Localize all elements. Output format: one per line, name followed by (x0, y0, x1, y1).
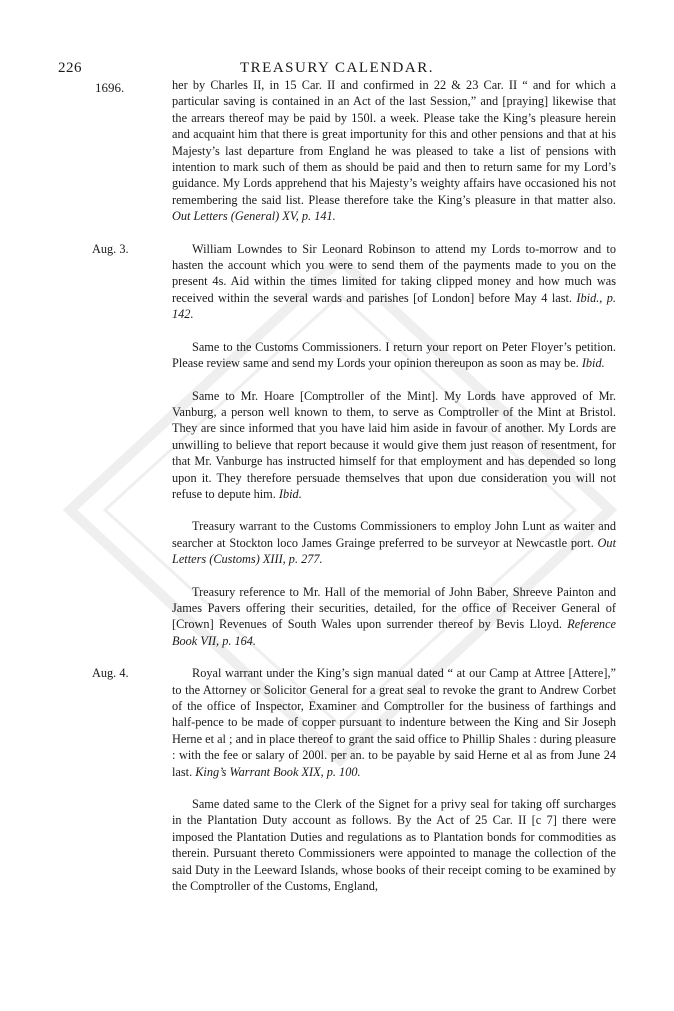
entry-text: Treasury reference to Mr. Hall of the memorial of John Baber, Shreeve Painton and James Pavers offering their securities, detailed, for the office of Receiver General of [Crown] Revenues of South Wales upon surrender thereof by Bevis Lloyd. (172, 584, 616, 632)
entry-reference: Ibid. (278, 486, 302, 501)
entry-date: Aug. 4. (92, 666, 129, 681)
page-number: 226 (58, 60, 82, 76)
entry-text: Same to the Customs Commissioners. I return your report on Peter Floyer’s petition. Please review same and send my Lords your opinion thereupon as soon as may be. (172, 339, 616, 371)
entry-date: Aug. 3. (92, 241, 129, 256)
entry-6 (92, 665, 616, 780)
entry-2 (172, 339, 616, 372)
year-marginal: 1696. (95, 80, 125, 95)
entry-reference: Out Letters (General) XV, p. 141. (172, 209, 336, 224)
entry-text: her by Charles II, in 15 Car. II and confirmed in 22 & 23 Car. II “ and for which a particular saving is contained in an Act of the last Session,” and [praying] likewise that the arrears thereof may be paid by 150l. a week. Please take the King’s pleasure herein and acquaint him that there is great importunity for this and other pensions and that at his Majesty’s last departure from England he was pleased to take a list of pensions with intention to mark such of them as should be paid and then to return same for my Lord’s guidance. My Lords apprehend that his Majesty’s weighty affairs have occasioned his not remembering the said list. Please therefore take the King’s pleasure in that matter also. (172, 78, 616, 207)
entry-7 (172, 796, 616, 894)
running-head: TREASURY CALENDAR. (240, 60, 434, 76)
entry-reference: Ibid. (581, 356, 605, 371)
entry-reference: Ibid., p. 142. (172, 290, 616, 322)
entry-4 (172, 518, 616, 567)
entry-5 (172, 584, 616, 650)
entry-text: William Lowndes to Sir Leonard Robinson to attend my Lords to-morrow and to hasten the account which you were to send them of the payments made to you on the present 4s. Aid within the times limited for taking clipped money and how much was received within the several wards and parishes [of London] before May 4 last. (172, 241, 616, 305)
entry-reference: King’s Warrant Book XIX, p. 100. (195, 764, 361, 779)
entry-reference: Out Letters (Customs) XIII, p. 277. (172, 535, 616, 567)
entry-text: Treasury warrant to the Customs Commissioners to employ John Lunt as waiter and searcher at Stockton loco James Grainge preferred to be surveyor at Newcastle port. (172, 519, 616, 550)
entry-text: Royal warrant under the King’s sign manual dated “ at our Camp at Attree [Attere],” to the Attorney or Solicitor General for a great seal to revoke the grant to Andrew Corbet of the office of Inspector, Examiner and Comptroller for the business of farthings and half-pence to be made of copper pursuant to indenture between the King and Sir Joseph Herne et al ; and in place thereof to grant the said office to Phillip Shales : during pleasure : with the fee or salary of 200l. per an. to be payable by said Herne et al as from June 24 last. (172, 666, 616, 779)
entry-0 (172, 77, 616, 225)
entry-1 (92, 241, 616, 323)
entry-reference: Reference Book VII, p. 164. (172, 617, 616, 648)
entry-3 (172, 388, 616, 503)
entry-text: Same to Mr. Hoare [Comptroller of the Mint]. My Lords have approved of Mr. Vanburg, a person well known to them, to serve as Comptroller of the Mint at Bristol. They are since informed that you have laid him aside in favour of another. My Lords are unwilling to believe that report because it would give them just reason of resentment, for that Mr. Vanburge has instructed himself for that employment and has depended so long upon it. They therefore persuade themselves that upon due consideration you will not refuse to depute him. (172, 388, 616, 501)
entry-text: Same dated same to the Clerk of the Signet for a privy seal for taking off surcharges in the Plantation Duty account as follows. By the Act of 25 Car. II [c 7] there were imposed the Plantation Duties and regulations as to Plantation bonds for commodities as therein. Pursuant thereto Commissioners were appointed to manage the collection of the said Duty in the Leeward Islands, whose books of their receipt coming to be examined by the Comptroller of the Customs, England, (172, 797, 616, 894)
